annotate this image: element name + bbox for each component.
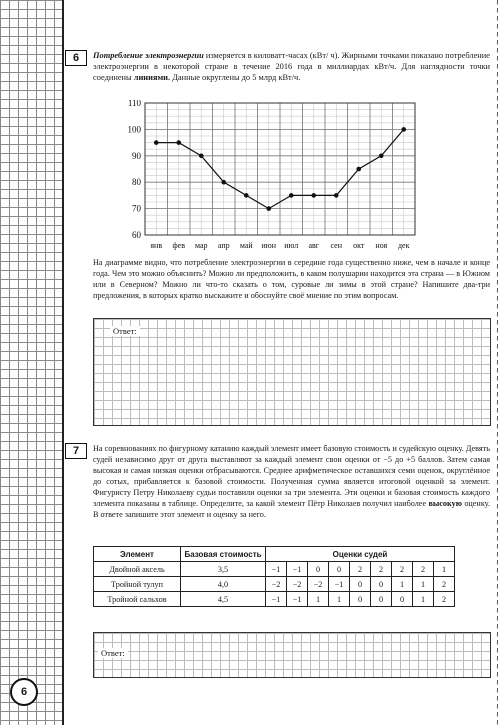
question-6-intro-end: Данные округлены до 5 млрд кВт/ч. (172, 73, 301, 83)
base-value: 4,5 (181, 592, 266, 607)
x-tick-label: янв (150, 241, 163, 250)
judge-score: 1 (434, 562, 455, 577)
x-tick-label: июл (284, 241, 299, 250)
judge-score: 1 (392, 577, 413, 592)
answer-label-6: Ответ: (110, 326, 140, 336)
data-point (379, 154, 384, 159)
data-point (401, 127, 406, 132)
x-tick-label: май (239, 241, 253, 250)
judge-score: 2 (434, 592, 455, 607)
data-point (244, 193, 249, 198)
header-element: Элемент (94, 547, 181, 562)
y-tick-label: 90 (132, 150, 141, 161)
data-point (334, 193, 339, 198)
judge-score: 0 (308, 562, 329, 577)
x-tick-label: фев (172, 241, 186, 250)
question-6-number: 6 (65, 50, 87, 66)
judge-score: 0 (392, 592, 413, 607)
judge-score: 2 (371, 562, 392, 577)
answer-label-7: Ответ: (98, 648, 128, 658)
judge-score: 0 (371, 577, 392, 592)
x-tick-label: авг (308, 241, 320, 250)
data-point (199, 154, 204, 159)
element-name: Тройной сальхов (94, 592, 181, 607)
judge-score: 2 (350, 562, 371, 577)
base-value: 3,5 (181, 562, 266, 577)
question-7-text (93, 443, 490, 520)
element-name: Тройной тулуп (94, 577, 181, 592)
y-tick-label: 70 (132, 203, 141, 214)
cut-line (497, 0, 498, 725)
x-tick-label: апр (217, 241, 230, 250)
data-point (176, 140, 181, 145)
consumption-chart (120, 100, 420, 255)
question-6-intro (93, 50, 490, 84)
judge-score: 0 (371, 592, 392, 607)
judge-score: −1 (287, 592, 308, 607)
data-point (356, 167, 361, 172)
judge-score: 0 (350, 577, 371, 592)
judge-score: 0 (329, 562, 350, 577)
judge-score: −1 (266, 592, 287, 607)
x-tick-label: сен (330, 241, 342, 250)
y-tick-label: 60 (132, 230, 141, 240)
judge-score: −1 (329, 577, 350, 592)
margin-line (62, 0, 64, 725)
question-6-text: На диаграмме видно, что потребление электроэнергии в середине года существенно ниже, чем в начале и конце года. Чем это можно объяснить? Можно ли предположить, в каком полушарии находится эта страна — в Южном или в Северном? Можно ли что-то сказать о том, суровые ли зимы в этой стране? Напишите два-три предложения, в которых кратко выскажите и обоснуйте своё мнение по этим вопросам. (93, 258, 490, 300)
question-7-number: 7 (65, 443, 87, 459)
judge-score: −2 (287, 577, 308, 592)
question-6-title: Потребление электроэнергии (93, 51, 204, 60)
judge-score: 2 (392, 562, 413, 577)
question-7-end: оценку. В ответе запишите этот элемент и оценку за него. (93, 499, 491, 519)
y-tick-label: 80 (132, 177, 141, 188)
judge-score: −1 (266, 562, 287, 577)
x-tick-label: окт (353, 241, 365, 250)
data-point (311, 193, 316, 198)
margin-grid (0, 0, 62, 725)
y-tick-label: 100 (127, 124, 141, 135)
x-tick-label: ноя (375, 241, 388, 250)
header-base: Базовая стоимость (181, 547, 266, 562)
page-number: 6 (10, 678, 38, 706)
x-tick-label: мар (194, 241, 208, 250)
question-7-bold: высокую (428, 499, 462, 508)
table-row (94, 592, 455, 607)
judge-score: 2 (434, 577, 455, 592)
x-tick-label: июн (261, 241, 277, 250)
data-point (289, 193, 294, 198)
judge-score: −1 (287, 562, 308, 577)
judge-score: −2 (266, 577, 287, 592)
answer-box-7[interactable] (93, 632, 491, 678)
table-row (94, 577, 455, 592)
judge-score: 1 (329, 592, 350, 607)
question-6-intro-text: измеряется в киловатт-часах (кВт/ ч). Жирными точками показано потребление электроэнергии в некоторой стране в течение 2016 года в миллиардах кВт/ч. Для наглядности точки соединены (93, 51, 490, 83)
judge-score: 2 (413, 562, 434, 577)
element-name: Двойной аксель (94, 562, 181, 577)
data-point (221, 180, 226, 185)
question-6-intro-bold: линиями. (133, 73, 171, 83)
judge-score: 1 (308, 592, 329, 607)
y-tick-label: 110 (127, 100, 141, 108)
header-scores: Оценки судей (266, 547, 455, 562)
table-row (94, 562, 455, 577)
base-value: 4,0 (181, 577, 266, 592)
judge-score: 1 (413, 592, 434, 607)
question-7-body: На соревнованиях по фигурному катанию каждый элемент имеет базовую стоимость и судейскую оценку. Девять судей независимо друг от друга выставляют за каждый элемент свои оценки от −5 до +5 баллов. Затем самая высокая и самая низкая оценки отбрасываются. Среднее арифметическое оставшихся семи оценок, округлённое до сотых, прибавляется к базовой стоимости. Полученная сумма является итоговой оценкой за элемент. Фигуристу Петру Николаеву судьи поставили оценки за три элемента. Эти оценки и базовая стоимость каждого элемента показаны в таблице. Определите, за какой элемент Пётр Николаев получил наиболее (93, 444, 490, 508)
answer-box-6[interactable] (93, 318, 491, 426)
judge-score: −2 (308, 577, 329, 592)
x-tick-label: дек (397, 241, 410, 250)
data-point (154, 140, 159, 145)
data-point (266, 206, 271, 211)
judge-score: 1 (413, 577, 434, 592)
scores-table (93, 546, 455, 607)
judge-score: 0 (350, 592, 371, 607)
